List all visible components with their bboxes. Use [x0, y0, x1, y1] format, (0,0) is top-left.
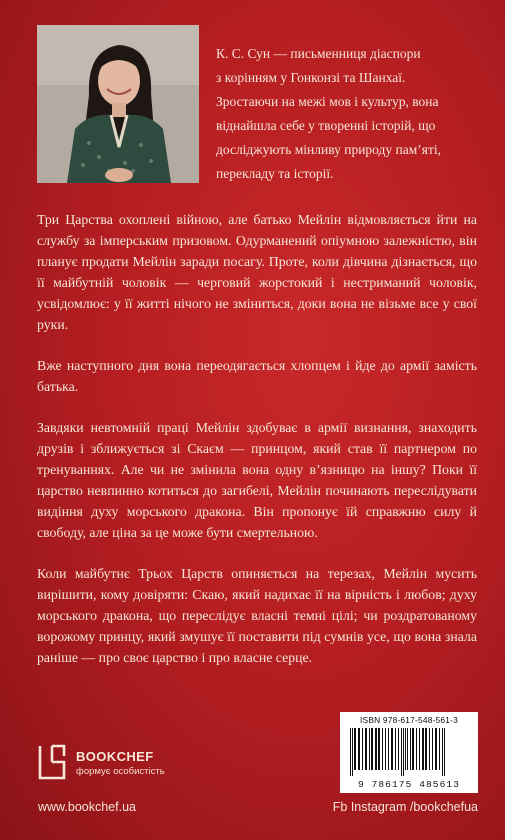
- barcode-bars: [348, 728, 470, 776]
- publisher-social: Fb Instagram /bookchefua: [332, 800, 478, 814]
- publisher-name: BOOKCHEF: [76, 749, 154, 764]
- bio-line: Зростаючи на межі мов і культур, вона: [216, 94, 439, 109]
- bio-line: К. С. Сун — письменниця діаспори: [216, 46, 421, 61]
- author-portrait-image: [37, 25, 199, 183]
- isbn-barcode: [340, 712, 478, 793]
- bio-line: перекладу та історії.: [216, 166, 334, 181]
- publisher-website: www.bookchef.ua: [38, 800, 136, 814]
- author-photo: [37, 25, 199, 183]
- description-paragraph: Вже наступного дня вона переодягається хлопцем і йде до армії замість батька.: [37, 358, 477, 394]
- description-paragraph: Завдяки невтомній праці Мейлін здобуває в армії визнання, знаходить друзів і зближується зі Скаєм — принцом, який став її партнером по тренуваннях. Але чи не змінила вона одну в’язницю на іншу? Поки її царство невпинно котиться до загибелі, Мейлін починають переслідувати видіння духу морського дракона. Він пропонує їй справжню силу й свободу, але ціна за це може бути смертельною.: [37, 420, 477, 540]
- description-paragraph: Коли майбутнє Трьох Царств опиняється на терезах, Мейлін мусить вирішити, кому довіряти: Скаю, який надихає її на вірність і любов; духу морського дракона, що переслідує власні темні цілі; чи роздратованому ворожому принцу, який змушує її поставити під сумнів усе, що вона знала раніше — про своє царство і про власне серце.: [37, 566, 477, 665]
- bio-line: віднайшла себе у творенні історій, що: [216, 118, 436, 133]
- isbn-number: ISBN 978-617-548-561-3: [360, 715, 458, 725]
- book-description: [37, 209, 477, 688]
- barcode-digits: 9 786175 485613: [357, 779, 460, 790]
- bio-line: з корінням у Гонконзі та Шанхаї.: [216, 70, 406, 85]
- author-bio: [216, 42, 474, 186]
- bookchef-logo-icon: [38, 744, 66, 780]
- publisher-tagline: формує особистість: [76, 766, 165, 777]
- description-paragraph: Три Царства охоплені війною, але батько Мейлін відмовляється йти на службу за імперським призовом. Одурманений опіумною залежністю, він планує продати Мейлін заради посагу. Проте, коли дівчина дізнається, що її майбутній чоловік — черговий жорстокий і нестриманий чоловік, усвідомлює: у її житті нічого не зміниться, доки вона не візьме все у свої руки.: [37, 212, 477, 332]
- bio-line: досліджують мінливу природу пам’яті,: [216, 142, 442, 157]
